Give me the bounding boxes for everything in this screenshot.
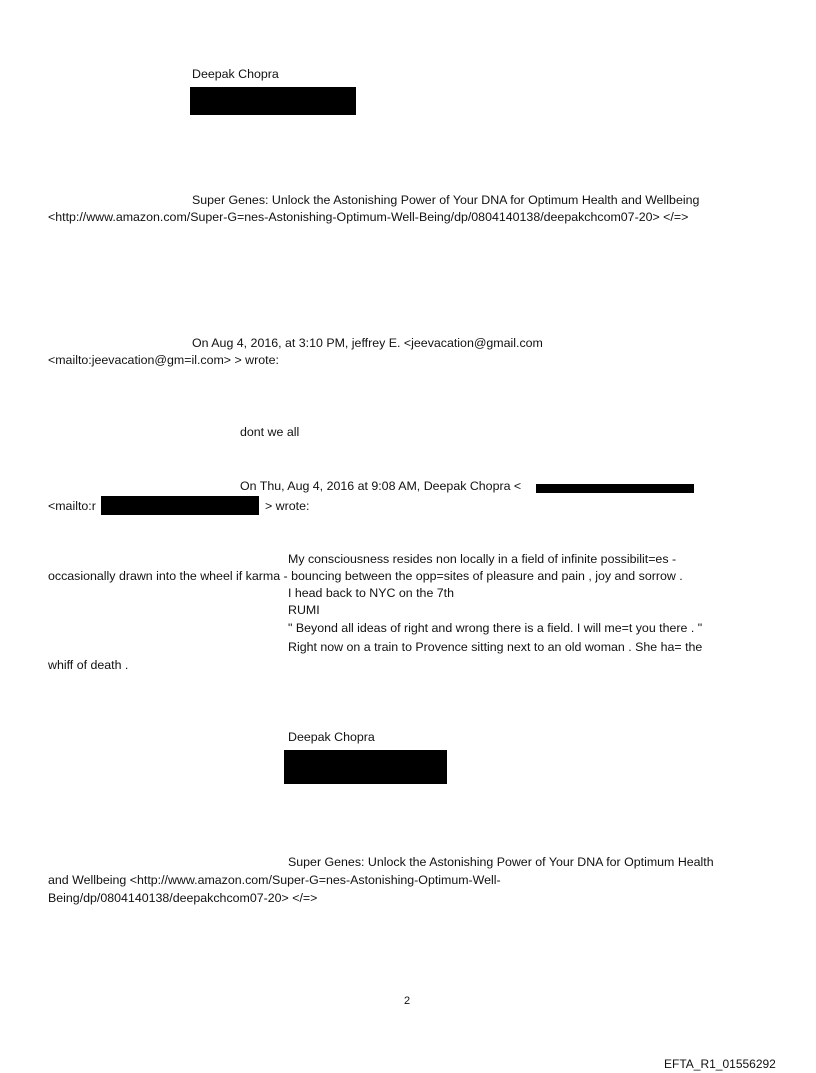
reply-body: dont we all [240,425,300,439]
signature-name-top: Deepak Chopra [192,67,279,81]
book-link-bottom-line2: Being/dp/0804140138/deepakchcom07-20> </=> [48,891,318,905]
quoted-body-line5: " Beyond all ideas of right and wrong there is a field. I will me=t you there . " [288,621,703,635]
quoted-body-line7: whiff of death . [48,658,129,672]
book-link-top: <http://www.amazon.com/Super-G=nes-Astonishing-Optimum-Well-Being/dp/0804140138/deepakchcom07-20> </=> [48,210,689,224]
redaction-email-2 [101,496,259,515]
quoted-body-line3: I head back to NYC on the 7th [288,586,455,600]
quoted-header-line1: On Thu, Aug 4, 2016 at 9:08 AM, Deepak Chopra < [240,479,522,493]
reply-header-line2: <mailto:jeevacation@gm=il.com> > wrote: [48,353,279,367]
book-title-top: Super Genes: Unlock the Astonishing Power of Your DNA for Optimum Health and Wellbeing [192,193,700,207]
quoted-header-mailto: <mailto:r [48,499,96,513]
book-link-bottom-line1: and Wellbeing <http://www.amazon.com/Super-G=nes-Astonishing-Optimum-Well- [48,873,501,887]
document-id: EFTA_R1_01556292 [664,1057,776,1071]
quoted-body-line6: Right now on a train to Provence sitting next to an old woman . She ha= the [288,640,703,654]
redaction-email-1 [536,484,694,493]
redaction-block-top [190,87,356,115]
page-number: 2 [404,995,411,1007]
reply-header-line1: On Aug 4, 2016, at 3:10 PM, jeffrey E. <jeevacation@gmail.com [192,336,543,350]
quoted-body-line1: My consciousness resides non locally in a field of infinite possibilit=es - [288,552,677,566]
book-title-bottom: Super Genes: Unlock the Astonishing Power of Your DNA for Optimum Health [288,855,714,869]
quoted-header-wrote: > wrote: [265,499,310,513]
signature-name-bottom: Deepak Chopra [288,730,375,744]
quoted-body-line4: RUMI [288,603,320,617]
quoted-body-line2: occasionally drawn into the wheel if karma - bouncing between the opp=sites of pleasure and pain , joy and sorrow . [48,569,683,583]
redaction-block-bottom [284,750,447,784]
